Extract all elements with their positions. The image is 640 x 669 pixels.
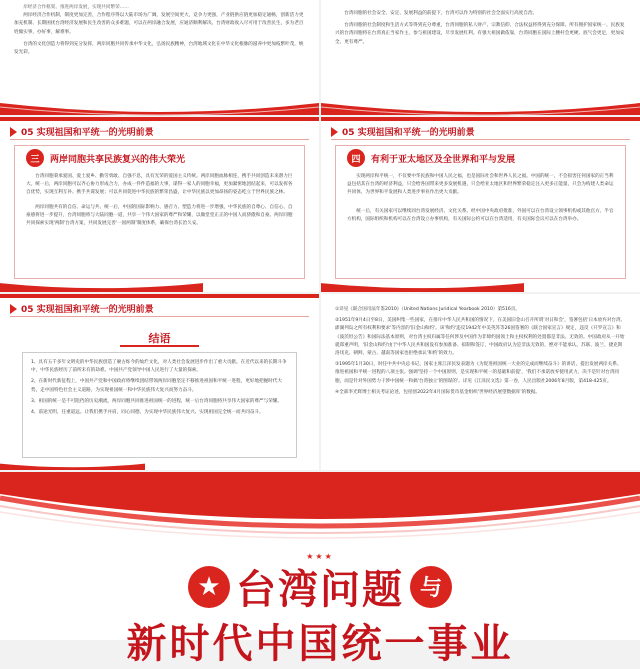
footnote-1: ①详见《联合国司法年鉴2010》（United Nations Juridical Yearbook 2010）第516页。 <box>335 307 521 312</box>
footnote-3: ③1995年1月30日，时任中共中央总书记、国家主席江泽民发表题为《为促进祖国统一大业的完成而继续奋斗》的讲话，提出发展两岸关系、推进祖国和平统一进程的八项主张。强调'坚持一个中国原则，是实现和平统一的基础和前提'，'我们不承诺放弃使用武力，决不是针对台湾同胞，而是针对外国势力干涉中国统一和搞'台湾独立'的图谋的'。详见《江泽民文选》第一卷，人民出版社2006年8月版，第418-425页。 <box>335 362 622 384</box>
slide-e-ribbon <box>0 460 145 470</box>
slide-c-card-title: 两岸同胞共享民族复兴的伟大荣光 <box>50 154 186 165</box>
arrow-icon <box>10 127 17 137</box>
slide-c-number-badge: 三 <box>26 149 44 167</box>
slide-a <box>0 0 319 115</box>
arrow-icon <box>331 127 338 137</box>
footnote-4: ④全部李光辉博士相关考证论述，包括创2022年4月国际货币基金组织'世界经济展望数据库'的数据。 <box>335 389 541 395</box>
slide-a-para-3: 台湾的文化创造力将得到充分发挥，两岸同胞共同传承中华文化，弘扬民族精神，台湾地域文化在中华文化根脉的滋养中更加枝繁叶茂，焕发光彩。 <box>14 41 304 56</box>
conclusion-title: 结语 <box>148 332 171 345</box>
slide-c-ribbon <box>0 278 203 292</box>
slide-c-top-bar <box>0 117 319 121</box>
conclusion-item-1: 1、具有五千多年文明史的中华民族创造了赓古烁今的灿烂文化，对人类社会发展进步作出了重大贡献。在近代以来的长期斗争中，中华民族经历了前所未有的劫难。中国共产党领导中国人民进行了大量的探索。 <box>31 360 287 374</box>
conclusion-item-2: 2、在新时代新征程上，中国共产党和中国政府将继续团结带领两岸同胞坚定不移推进祖国和平统一进程，更好地把握时代大势，走中国特色社会主义道路，为实现祖国统一和中华民族伟大复兴而努力奋斗。 <box>31 379 282 393</box>
slide-a-para-2: 两岸经济合作机制，制度更加完善，合作程序得以大陆市场为广阔，发展空间更大，竞争力更强，产业链供应链更加稳定通畅，创新活力更加充机制、长期困扰台湾经济发展和民生改善的众多难题，可以在两岸融合发展，应通济顺利解决。台湾财政收入尽可用于改善民生，多为老百姓做实事，办好事，解难事。 <box>14 13 304 35</box>
slide-a-ribbon <box>0 93 319 115</box>
slide-d-top-bar <box>321 117 640 121</box>
slide-c <box>0 117 319 292</box>
hero-title-row <box>0 558 640 615</box>
slide-d-ribbon <box>321 278 524 292</box>
slide-e-divider <box>10 316 309 317</box>
slide-d-para-1: 实现两岸和平统一，不仅要中华民族和中国人民之福，也是国际社会和世界人民之福。中国的统一，不会损害任何国家的正当利益包括其在台湾的经济利益，只会给各国带来更多发展机遇，只会给亚太地区和世界繁荣稳定注入更多正能量，只会为构建人类命运共同体，为世界和平发展和人类进步事业作出更大贡献。 <box>347 174 614 196</box>
conclusion-item-4: 4、前途光明，任重道远。让我们携手并肩，同心同德，为实现中华民族伟大复兴、实现祖国完全统一而共同奋斗。 <box>31 410 264 416</box>
slide-f <box>321 294 640 470</box>
slide-e <box>0 294 319 470</box>
slide-d-card-title-row <box>347 149 515 167</box>
hero-ribbon-decoration <box>0 472 640 562</box>
slide-d-section-header <box>331 125 475 138</box>
slide-d-section-title: 05 实现祖国和平统一的光明前景 <box>342 128 475 138</box>
conclusion-item-3: 3、祖国的统一是不可阻挡的历史潮流，两岸同胞共同推进祖国统一的进程，统一后台湾同胞将共享伟大国家的尊严与荣耀。 <box>31 398 282 404</box>
slide-d-card-title: 有利于亚太地区及全世界和平与发展 <box>371 154 516 165</box>
hero-with-badge: 与 <box>410 566 452 608</box>
conclusion-card <box>22 352 297 458</box>
slide-b <box>321 0 640 115</box>
conclusion-title-underline <box>120 345 199 347</box>
slide-b-ribbon <box>321 93 640 115</box>
star-icon: ★ <box>188 566 230 608</box>
slide-c-section-title: 05 实现祖国和平统一的光明前景 <box>21 128 154 138</box>
hero-cover <box>0 472 640 667</box>
slide-d-number-badge: 四 <box>347 149 365 167</box>
slide-c-section-header <box>10 125 154 138</box>
slide-e-section-header <box>10 302 154 315</box>
slide-c-para-1: 台湾同胞秉承爱国、爱土爱乡、勤劳勇敢、自强不息，具有光荣的爱国主义传统。两岸同胞血脉相连，携手共同创造未来潜力巨大。统一后，两岸同胞可以齐心协力形成合力，办成一件件造福的大事，谋得一家人的同胞幸福，更加紧密地团结起来，可以发挥各自优势，实现互利互补、携手共谋发展；可以共同促进中华民族的繁荣昌盛，让中华民族以更加昂扬的姿态屹立于世界民族之林。 <box>26 174 293 196</box>
hero-stars-decoration: ★★★ <box>306 552 334 561</box>
slide-d-para-2: 统一后，有关国家可以继续同台湾发展经济、文化关系。经中国中央政府批准，外国可以在台湾设立领事机构或其他官方、半官方机构，国际组织和机构可以在台湾设立办事机构，有关国际公约可以在台湾适用，有关国际会议可以在台湾举办。 <box>347 208 614 222</box>
slide-e-section-title: 05 实现祖国和平统一的光明前景 <box>21 305 154 315</box>
slide-c-card-title-row <box>26 149 185 167</box>
slide-a-para-1: 岸经济合作框架、推进两岸发展，实现共同繁荣…… <box>23 5 129 10</box>
slide-d <box>321 117 640 292</box>
slide-e-top-bar <box>0 294 319 298</box>
slide-c-para-2: 两岸同胞共有的自信、命运与共、统一后，中国的国际影响力、感召力、塑造力将进一步增强，中华民族的自尊心、自信心、自豪感将进一步提升，台湾同胞将与大陆同胞一道，共享一个伟大国家的尊严和荣耀，以做堂堂正正的中国人而骄傲和自豪。两岸同胞共同探索实现'两制'台湾方案，共同发展完善'一国两制'制度体系，确保台湾长治久安。 <box>26 204 293 227</box>
slide-d-divider <box>331 139 630 140</box>
slide-c-divider <box>10 139 309 140</box>
hero-title-part1: 台湾问题 <box>236 566 404 613</box>
hero-title-line2: 新时代中国统一事业 <box>126 620 514 667</box>
arrow-icon <box>10 304 17 314</box>
slide-b-para-2: 台湾同胞的社会制度和生活方式等得到充分尊重，台湾同胞的私人财产、宗教信仰、合法权益将得到充分保障。所有拥护国家统一、民族复兴的台湾同胞将在台湾真正当家作主，参与祖国建设，尽享发展红利。有强大祖国做依靠，台湾同胞在国际上腰杆会更硬、底气会更足，更加安全、更有尊严。 <box>335 23 625 45</box>
slide-b-para-1: 台湾同胞的社会安全、安定、发展利益的前提下，台湾可以作为特别的社会全面实行高度自治。 <box>344 11 538 16</box>
footnote-2: ②1951年9月4日至8日，美国纠集一些国家，在排斥中华人民共和国的情况下，在美国旧金山召开所谓'对日和会'，签署包括'日本放弃对台湾、澎湖列岛之所有权利和要求'等内容的'旧金山和约'。该'和约'违反1942年中美英苏等26国签署的《联合国家宣言》规定，违反《开罗宣言》和《波茨坦公告》和国际法基本原则，对台湾主权归属等任何涉及中国作为非缔约国领土和主权权利的处置都是非法、无效的。中国政府从一开始就郑重声明，'旧金山和约'由于中华人民共和国没有参加准备、拟制和签订，中国政府认为是非法无效的，绝对不能承认。苏联、波兰、捷克斯洛伐克、朝鲜、蒙古、越南等国家也拒绝承认'和约'的效力。 <box>335 318 626 357</box>
